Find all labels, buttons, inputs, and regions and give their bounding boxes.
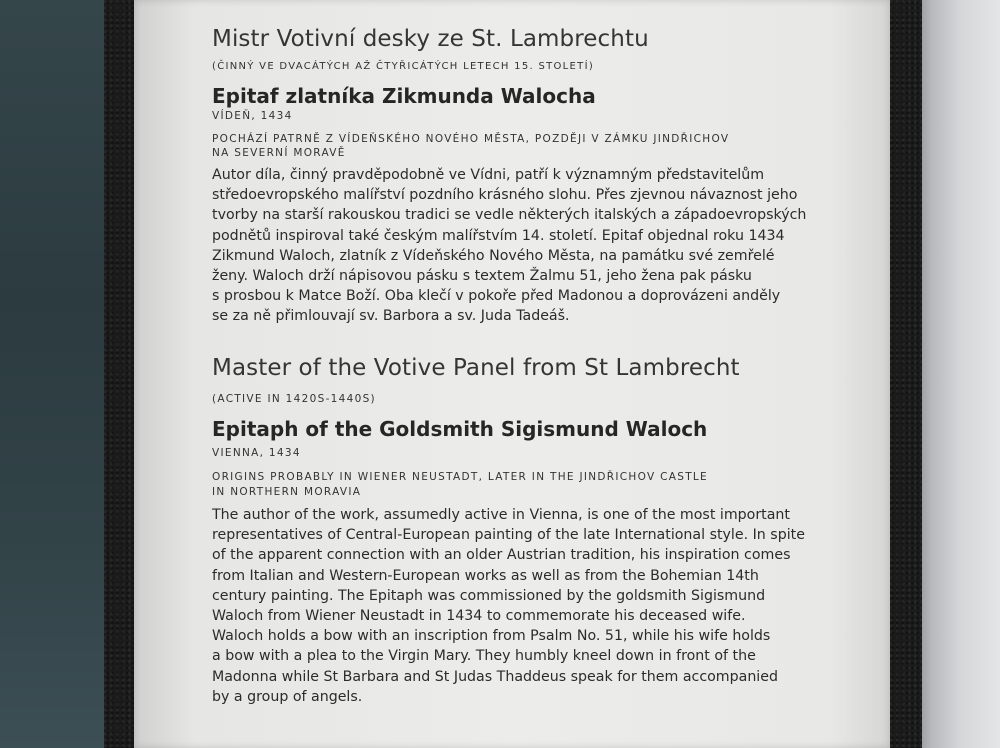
english-active-period: (ACTIVE IN 1420S-1440S)	[212, 393, 376, 405]
english-description-line: Waloch holds a bow with an inscription from Psalm No. 51, while his wife holds	[212, 628, 771, 645]
czech-provenance-line-2: NA SEVERNÍ MORAVĚ	[212, 147, 346, 159]
english-artist-title: Master of the Votive Panel from St Lambrecht	[212, 355, 740, 381]
czech-work-title: Epitaf zlatníka Zikmunda Walocha	[212, 84, 596, 108]
english-description-line: Madonna while St Barbara and St Judas Thaddeus speak for them accompanied	[212, 668, 778, 685]
czech-artist-title: Mistr Votivní desky ze St. Lambrechtu	[212, 26, 649, 52]
english-work-title: Epitaph of the Goldsmith Sigismund Waloch	[212, 417, 708, 441]
english-description-line: representatives of Central-European painting of the late International style. In spite	[212, 527, 805, 544]
background-wall-left	[0, 0, 120, 748]
english-description-line: of the apparent connection with an older Austrian tradition, his inspiration comes	[212, 547, 791, 564]
english-description-line: century painting. The Epitaph was commissioned by the goldsmith Sigismund	[212, 587, 766, 604]
czech-description-line: s prosbou k Matce Boží. Oba klečí v pokoře před Madonou a doprovázeni anděly	[212, 288, 781, 305]
czech-description	[212, 165, 812, 327]
czech-description-line: se za ně přimlouvají sv. Barbora a sv. Juda Tadeáš.	[212, 308, 570, 325]
czech-description-line: tvorby na starší rakouskou tradici se vedle některých italských a západoevropských	[212, 207, 807, 224]
czech-description-line: Autor díla, činný pravděpodobně ve Vídni, patří k významným představitelům	[212, 167, 765, 183]
czech-description-line: Zikmund Waloch, zlatník z Vídeňského Nového Města, na památku své zemřelé	[212, 247, 775, 264]
english-provenance-line-2: IN NORTHERN MORAVIA	[212, 486, 362, 498]
background-wall-right	[915, 0, 1000, 748]
english-description-line: a bow with a plea to the Virgin Mary. They humbly kneel down in front of the	[212, 648, 756, 665]
czech-active-period: (ČINNÝ VE DVACÁTÝCH AŽ ČTYŘICÁTÝCH LETECH 15. STOLETÍ)	[212, 61, 595, 72]
czech-description-line: podnětů inspiroval také českým malířstvím 14. století. Epitaf objednal roku 1434	[212, 227, 785, 244]
czech-provenance-line-1: POCHÁZÍ PATRNĚ Z VÍDEŇSKÉHO NOVÉHO MĚSTA, POZDĚJI V ZÁMKU JINDŘICHOV	[212, 133, 730, 145]
english-description-line: by a group of angels.	[212, 688, 363, 705]
english-description-line: The author of the work, assumedly active in Vienna, is one of the most important	[212, 507, 790, 523]
czech-place-date: VÍDEŇ, 1434	[212, 110, 293, 122]
english-description-line: from Italian and Western-European works as well as from the Bohemian 14th	[212, 567, 759, 584]
czech-description-line: středoevropského malířství pozdního krásného slohu. Přes zjevnou návaznost jeho	[212, 187, 798, 204]
english-description-line: Waloch from Wiener Neustadt in 1434 to commemorate his deceased wife.	[212, 608, 746, 625]
english-provenance-line-1: ORIGINS PROBABLY IN WIENER NEUSTADT, LATER IN THE JINDŘICHOV CASTLE	[212, 471, 708, 483]
czech-description-line: ženy. Waloch drží nápisovou pásku s textem Žalmu 51, jeho žena pak pásku	[212, 268, 752, 285]
english-description	[212, 505, 812, 707]
english-place-date: VIENNA, 1434	[212, 447, 301, 459]
